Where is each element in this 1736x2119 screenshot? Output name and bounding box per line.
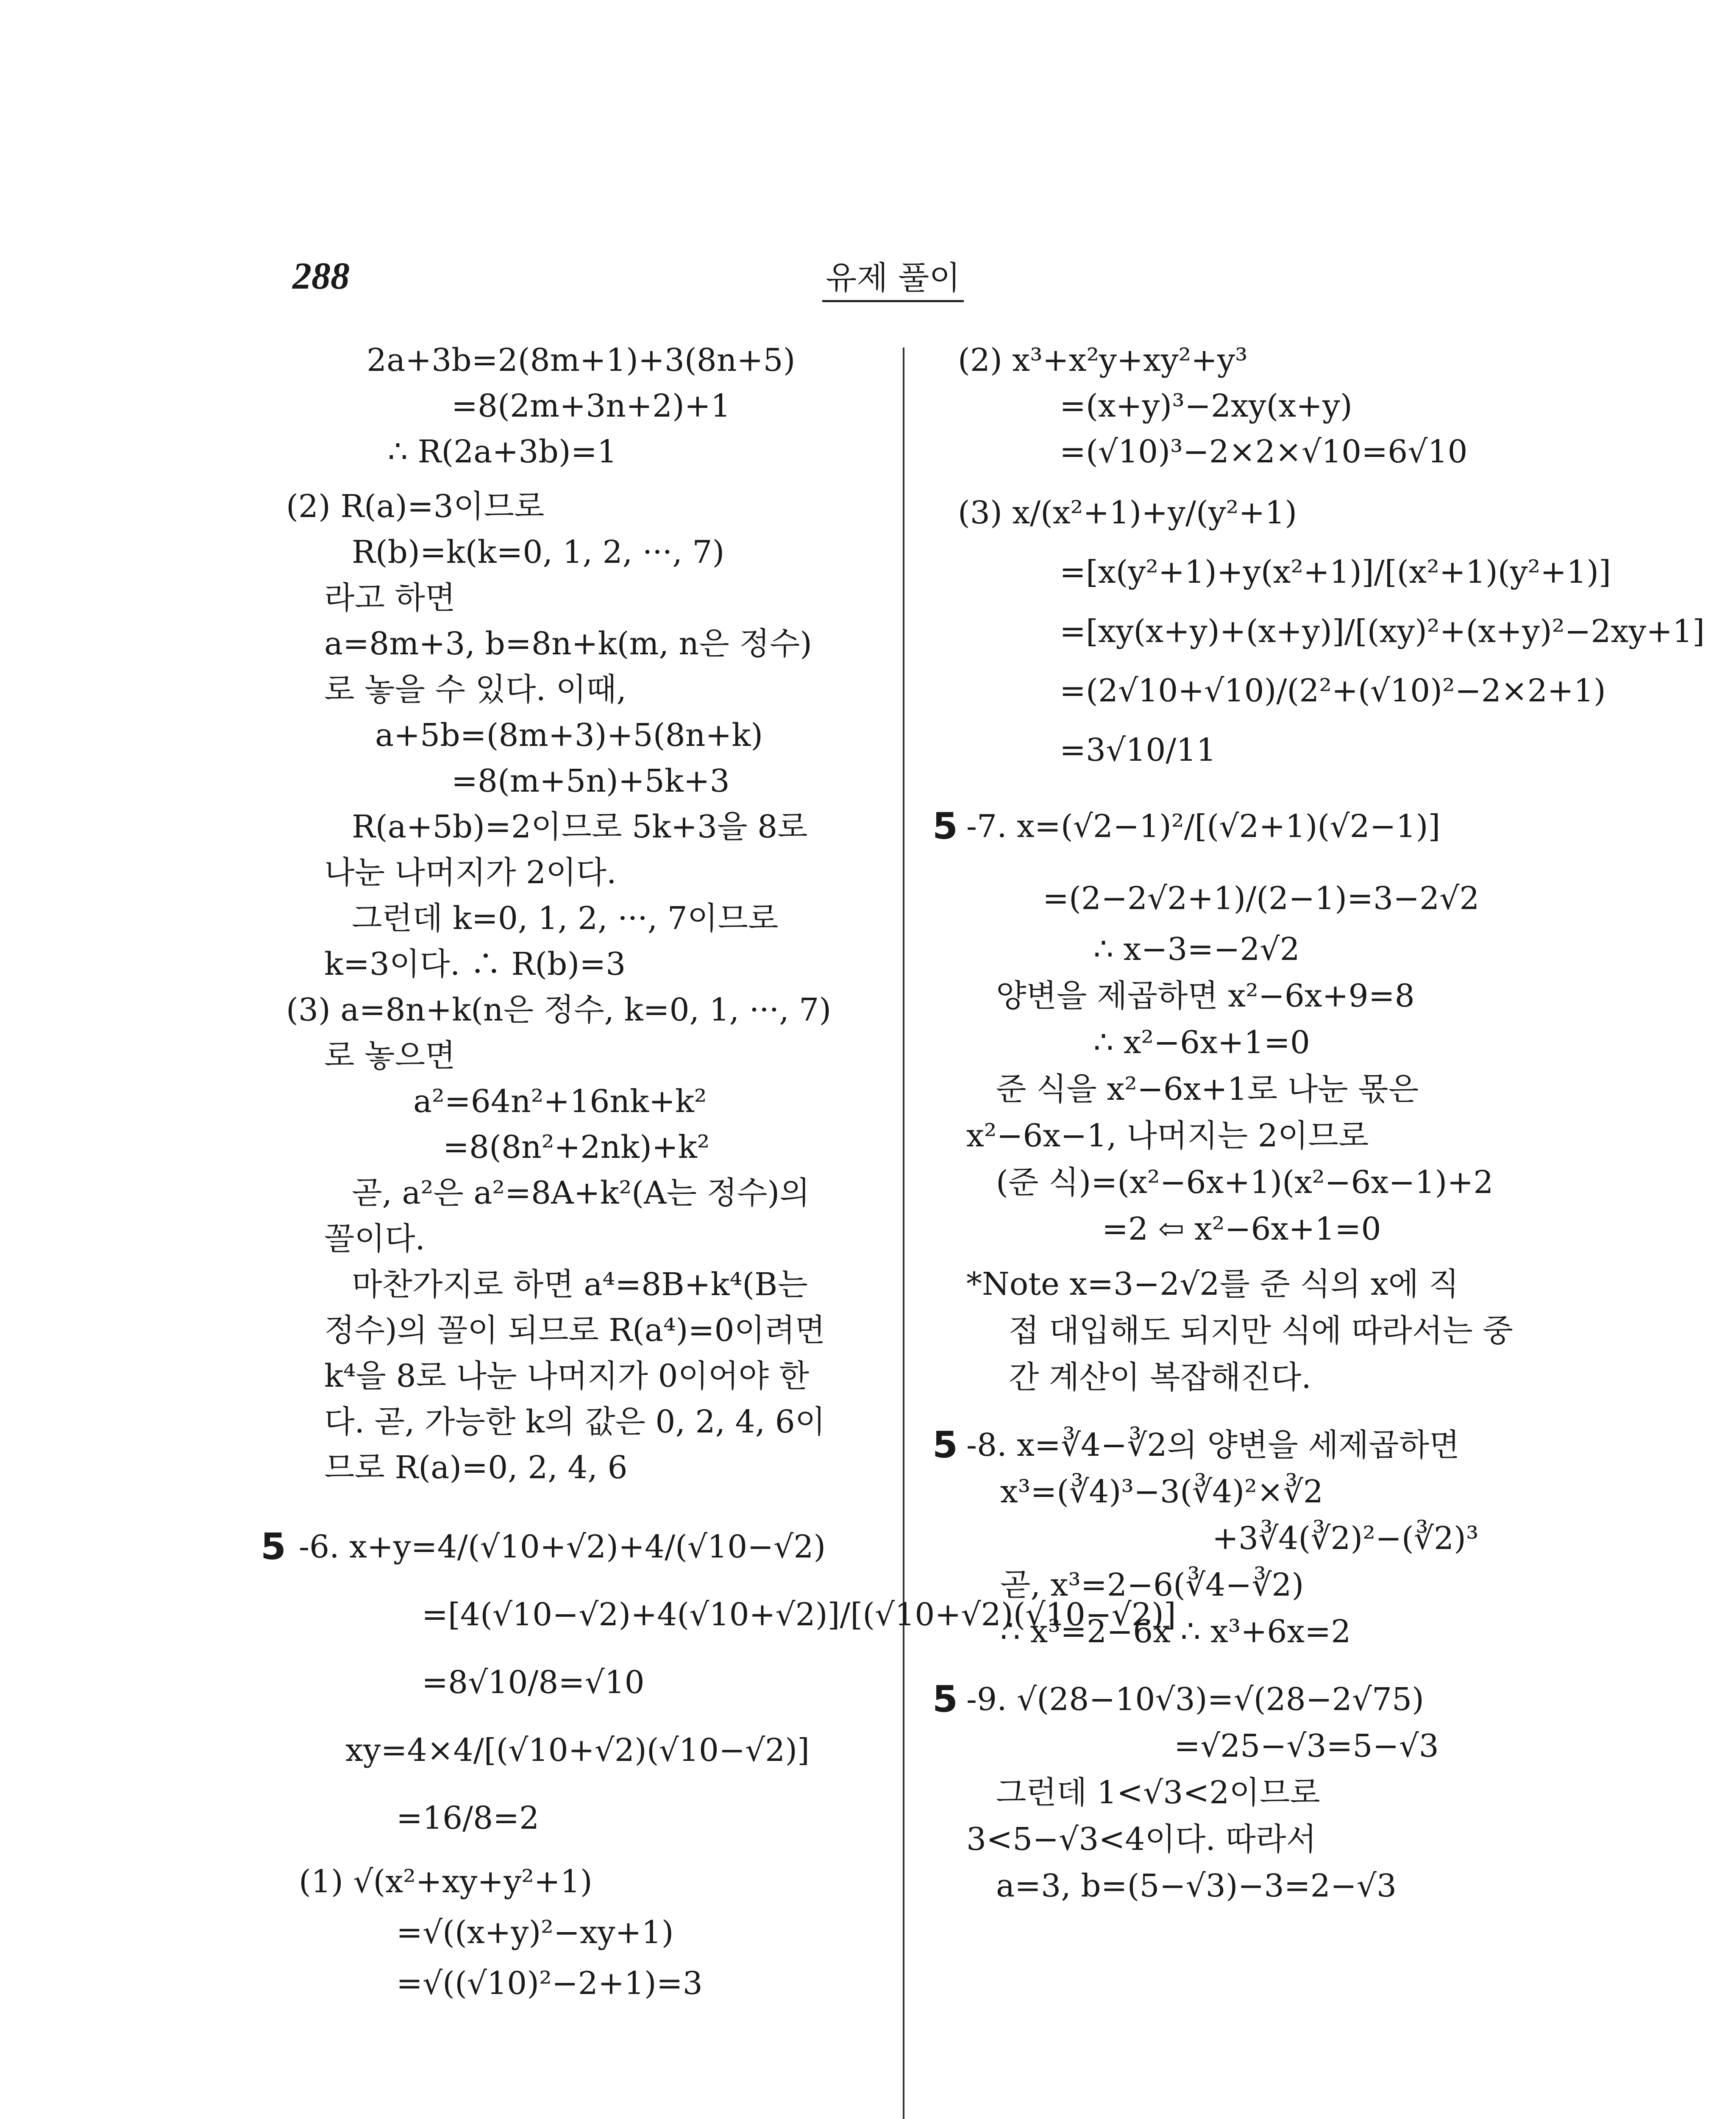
right-line: x³=(∛4)³−3(∛4)²×∛2 bbox=[1000, 1474, 1324, 1510]
left-line: 정수)의 꼴이 되므로 R(a⁴)=0이려면 bbox=[324, 1312, 826, 1349]
left-line: 마찬가지로 하면 a⁴=8B+k⁴(B는 bbox=[352, 1266, 808, 1303]
right-line: (3) x/(x²+1)+y/(y²+1) bbox=[958, 495, 1297, 531]
right-line: -9. √(28−10√3)=√(28−2√75) bbox=[966, 1681, 1424, 1718]
right-line: +3∛4(∛2)²−(∛2)³ bbox=[1212, 1520, 1479, 1557]
left-line: R(a+5b)=2이므로 5k+3을 8로 bbox=[352, 809, 808, 845]
left-line: 곧, a²은 a²=8A+k²(A는 정수)의 bbox=[352, 1175, 810, 1211]
problem-number-5-8: 5 bbox=[932, 1424, 958, 1466]
right-line: (2) x³+x²y+xy²+y³ bbox=[958, 342, 1248, 378]
left-line: R(b)=k(k=0, 1, 2, ···, 7) bbox=[352, 534, 725, 570]
left-line: xy=4×4/[(√10+√2)(√10−√2)] bbox=[345, 1732, 810, 1769]
page-number: 288 bbox=[292, 255, 350, 297]
left-line: 꼴이다. bbox=[324, 1221, 425, 1257]
problem-number-5-6: 5 bbox=[261, 1526, 286, 1568]
left-line: (2) R(a)=3이므로 bbox=[286, 488, 545, 525]
left-line: 그런데 k=0, 1, 2, ···, 7이므로 bbox=[352, 900, 779, 937]
right-line: =3√10/11 bbox=[1060, 732, 1216, 768]
right-line: 접 대입해도 되지만 식에 따라서는 중 bbox=[1009, 1313, 1513, 1349]
right-line: x²−6x−1, 나머지는 2이므로 bbox=[966, 1118, 1369, 1154]
column-divider bbox=[903, 348, 904, 2119]
right-line: =(√10)³−2×2×√10=6√10 bbox=[1060, 434, 1468, 470]
left-line: =8(8n²+2nk)+k² bbox=[443, 1129, 710, 1165]
left-line: =√((x+y)²−xy+1) bbox=[396, 1914, 674, 1951]
left-line: 라고 하면 bbox=[324, 580, 456, 616]
left-line: 나눈 나머지가 2이다. bbox=[324, 854, 617, 891]
left-line: (3) a=8n+k(n은 정수, k=0, 1, ···, 7) bbox=[286, 992, 832, 1028]
right-line: -8. x=∛4−∛2의 양변을 세제곱하면 bbox=[966, 1427, 1460, 1463]
right-line: ∴ x²−6x+1=0 bbox=[1093, 1024, 1310, 1061]
left-line: k⁴을 8로 나눈 나머지가 0이어야 한 bbox=[324, 1358, 810, 1394]
right-line: a=3, b=(5−√3)−3=2−√3 bbox=[996, 1868, 1397, 1904]
left-line: a=8m+3, b=8n+k(m, n은 정수) bbox=[324, 626, 812, 662]
left-line: =[4(√10−√2)+4(√10+√2)]/[(√10+√2)(√10−√2)] bbox=[422, 1596, 1176, 1633]
right-line: 그런데 1<√3<2이므로 bbox=[996, 1774, 1320, 1811]
right-line: ∴ x−3=−2√2 bbox=[1093, 931, 1300, 968]
right-line: =[x(y²+1)+y(x²+1)]/[(x²+1)(y²+1)] bbox=[1060, 554, 1611, 590]
right-line: =(x+y)³−2xy(x+y) bbox=[1060, 388, 1352, 424]
left-line: 로 놓을 수 있다. 이때, bbox=[324, 671, 627, 708]
left-line: 로 놓으면 bbox=[324, 1037, 456, 1074]
left-line: (1) √(x²+xy+y²+1) bbox=[299, 1863, 593, 1900]
left-line: =8(m+5n)+5k+3 bbox=[451, 763, 730, 799]
left-line: 다. 곧, 가능한 k의 값은 0, 2, 4, 6이 bbox=[324, 1404, 826, 1440]
right-line: 곧, x³=2−6(∛4−∛2) bbox=[1000, 1567, 1304, 1603]
right-line: 간 계산이 복잡해진다. bbox=[1009, 1359, 1311, 1396]
left-line: ∴ R(2a+3b)=1 bbox=[388, 434, 617, 470]
left-line: 2a+3b=2(8m+1)+3(8n+5) bbox=[367, 342, 796, 378]
left-line: k=3이다. ∴ R(b)=3 bbox=[324, 946, 626, 982]
page-header bbox=[0, 254, 1736, 314]
left-line: =16/8=2 bbox=[396, 1800, 540, 1836]
left-line: =8(2m+3n+2)+1 bbox=[451, 388, 731, 424]
right-line: -7. x=(√2−1)²/[(√2+1)(√2−1)] bbox=[966, 808, 1441, 845]
right-line: 3<5−√3<4이다. 따라서 bbox=[966, 1821, 1316, 1858]
right-line: 양변을 제곱하면 x²−6x+9=8 bbox=[996, 978, 1415, 1014]
left-line: =8√10/8=√10 bbox=[422, 1664, 645, 1701]
left-line: =√((√10)²−2+1)=3 bbox=[396, 1965, 703, 2002]
right-line: 준 식을 x²−6x+1로 나눈 몫은 bbox=[996, 1071, 1419, 1107]
left-line: 므로 R(a)=0, 2, 4, 6 bbox=[324, 1449, 628, 1486]
problem-number-5-7: 5 bbox=[932, 805, 958, 848]
right-line: =[xy(x+y)+(x+y)]/[(xy)²+(x+y)²−2xy+1] bbox=[1060, 613, 1705, 650]
right-line: =√25−√3=5−√3 bbox=[1174, 1728, 1439, 1764]
problem-number-5-9: 5 bbox=[932, 1678, 958, 1721]
right-line: =2 ⇦ x²−6x+1=0 bbox=[1102, 1211, 1381, 1247]
page-title: 유제 풀이 bbox=[822, 252, 964, 302]
left-line: a+5b=(8m+3)+5(8n+k) bbox=[375, 717, 763, 754]
right-line: =(2−2√2+1)/(2−1)=3−2√2 bbox=[1043, 880, 1480, 917]
right-line: (준 식)=(x²−6x+1)(x²−6x−1)+2 bbox=[996, 1164, 1494, 1201]
left-line: a²=64n²+16nk+k² bbox=[413, 1083, 707, 1120]
right-line: *Note x=3−2√2를 준 식의 x에 직 bbox=[966, 1266, 1459, 1302]
right-line: =(2√10+√10)/(2²+(√10)²−2×2+1) bbox=[1060, 673, 1606, 709]
right-line: ∴ x³=2−6x ∴ x³+6x=2 bbox=[1000, 1613, 1351, 1650]
left-line: -6. x+y=4/(√10+√2)+4/(√10−√2) bbox=[299, 1529, 826, 1565]
